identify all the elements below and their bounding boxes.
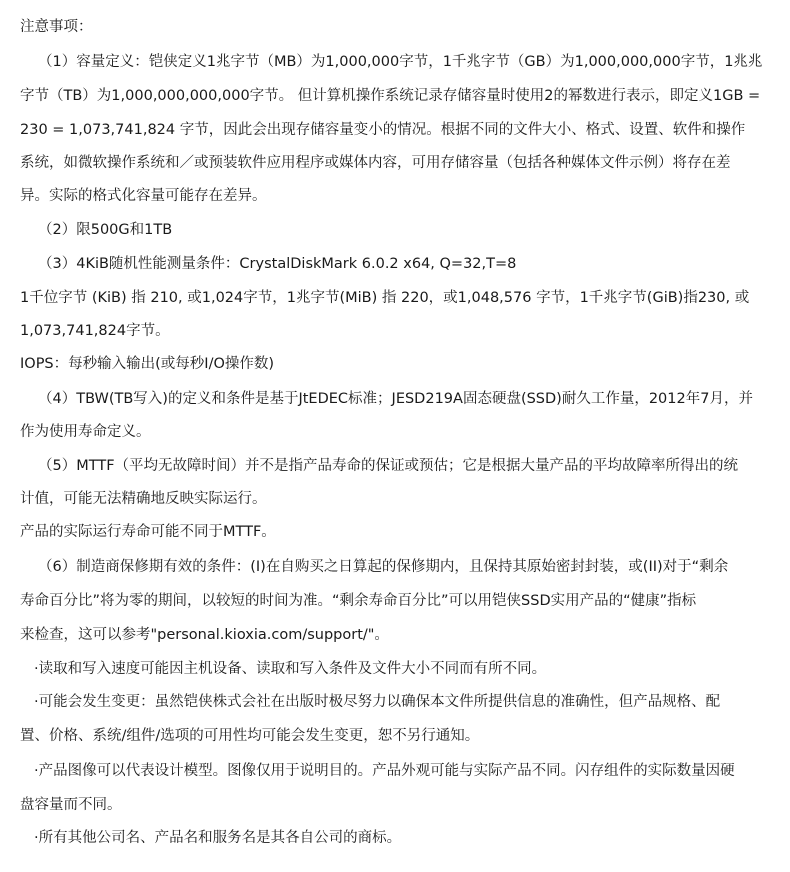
note-1-line-1: （1）容量定义：铠侠定义1兆字节（MB）为1,000,000字节，1千兆字节（GB）为1,000,000,000字节，1兆兆 <box>38 54 763 70</box>
bullet-changes-line-2: 置、价格、系统/组件/选项的可用性均可能会发生变更，恕不另行通知。 <box>20 728 480 744</box>
note-3: （3）4KiB随机性能测量条件：CrystalDiskMark 6.0.2 x64, Q=32,T=8 <box>38 256 517 272</box>
note-2: （2）限500G和1TB <box>38 222 173 238</box>
bullet-speed: ·读取和写入速度可能因主机设备、读取和写入条件及文件大小不同而有所不同。 <box>34 661 547 677</box>
bullet-images-line-2: 盘容量而不同。 <box>20 797 122 813</box>
note-4-line-1: （4）TBW(TB写入)的定义和条件是基于JtEDEC标准；JESD219A固态硬盘(SSD)耐久工作量，2012年7月，并 <box>38 391 753 407</box>
note-5-line-1: （5）MTTF（平均无故障时间）并不是指产品寿命的保证或预估；它是根据大量产品的平均故障率所得出的统 <box>38 458 739 474</box>
note-6-line-1: （6）制造商保修期有效的条件：(I)在自购买之日算起的保修期内，且保持其原始密封封装，或(II)对于“剩余 <box>38 559 729 575</box>
note-1-line-5: 异。实际的格式化容量可能存在差异。 <box>20 188 267 204</box>
note-1-line-3: 230 = 1,073,741,824 字节，因此会出现存储容量变小的情况。根据不同的文件大小、格式、设置、软件和操作 <box>20 122 746 138</box>
note-3-iops: IOPS：每秒输入输出(或每秒I/O操作数) <box>20 356 275 372</box>
bullet-trademarks: ·所有其他公司名、产品名和服务名是其各自公司的商标。 <box>34 830 402 846</box>
note-1-line-4: 系统，如微软操作系统和／或预装软件应用程序或媒体内容，可用存储容量（包括各种媒体文件示例）将存在差 <box>20 155 731 171</box>
notice-heading: 注意事项： <box>20 19 93 35</box>
note-6-line-3: 来检查，这可以参考"personal.kioxia.com/support/"。 <box>20 627 389 643</box>
bullet-images-line-1: ·产品图像可以代表设计模型。图像仅用于说明目的。产品外观可能与实际产品不同。闪存组件的实际数量因硬 <box>34 763 735 779</box>
bullet-changes-line-1: ·可能会发生变更：虽然铠侠株式会社在出版时极尽努力以确保本文件所提供信息的准确性，但产品规格、配 <box>34 694 721 710</box>
note-1-line-2: 字节（TB）为1,000,000,000,000字节。 但计算机操作系统记录存储容量时使用2的幂数进行表示，即定义1GB = <box>20 88 761 104</box>
note-5-line-2: 计值，可能无法精确地反映实际运行。 <box>20 491 267 507</box>
note-3-units-line-1: 1千位字节 (KiB) 指 210, 或1,024字节，1兆字节(MiB) 指 220，或1,048,576 字节，1千兆字节(GiB)指230, 或 <box>20 290 750 306</box>
note-3-units-line-2: 1,073,741,824字节。 <box>20 323 170 339</box>
note-4-line-2: 作为使用寿命定义。 <box>20 424 151 440</box>
note-6-line-2: 寿命百分比”将为零的期间，以较短的时间为准。“剩余寿命百分比”可以用铠侠SSD实用产品的“健康”指标 <box>20 593 697 609</box>
note-5-line-3: 产品的实际运行寿命可能不同于MTTF。 <box>20 524 276 540</box>
